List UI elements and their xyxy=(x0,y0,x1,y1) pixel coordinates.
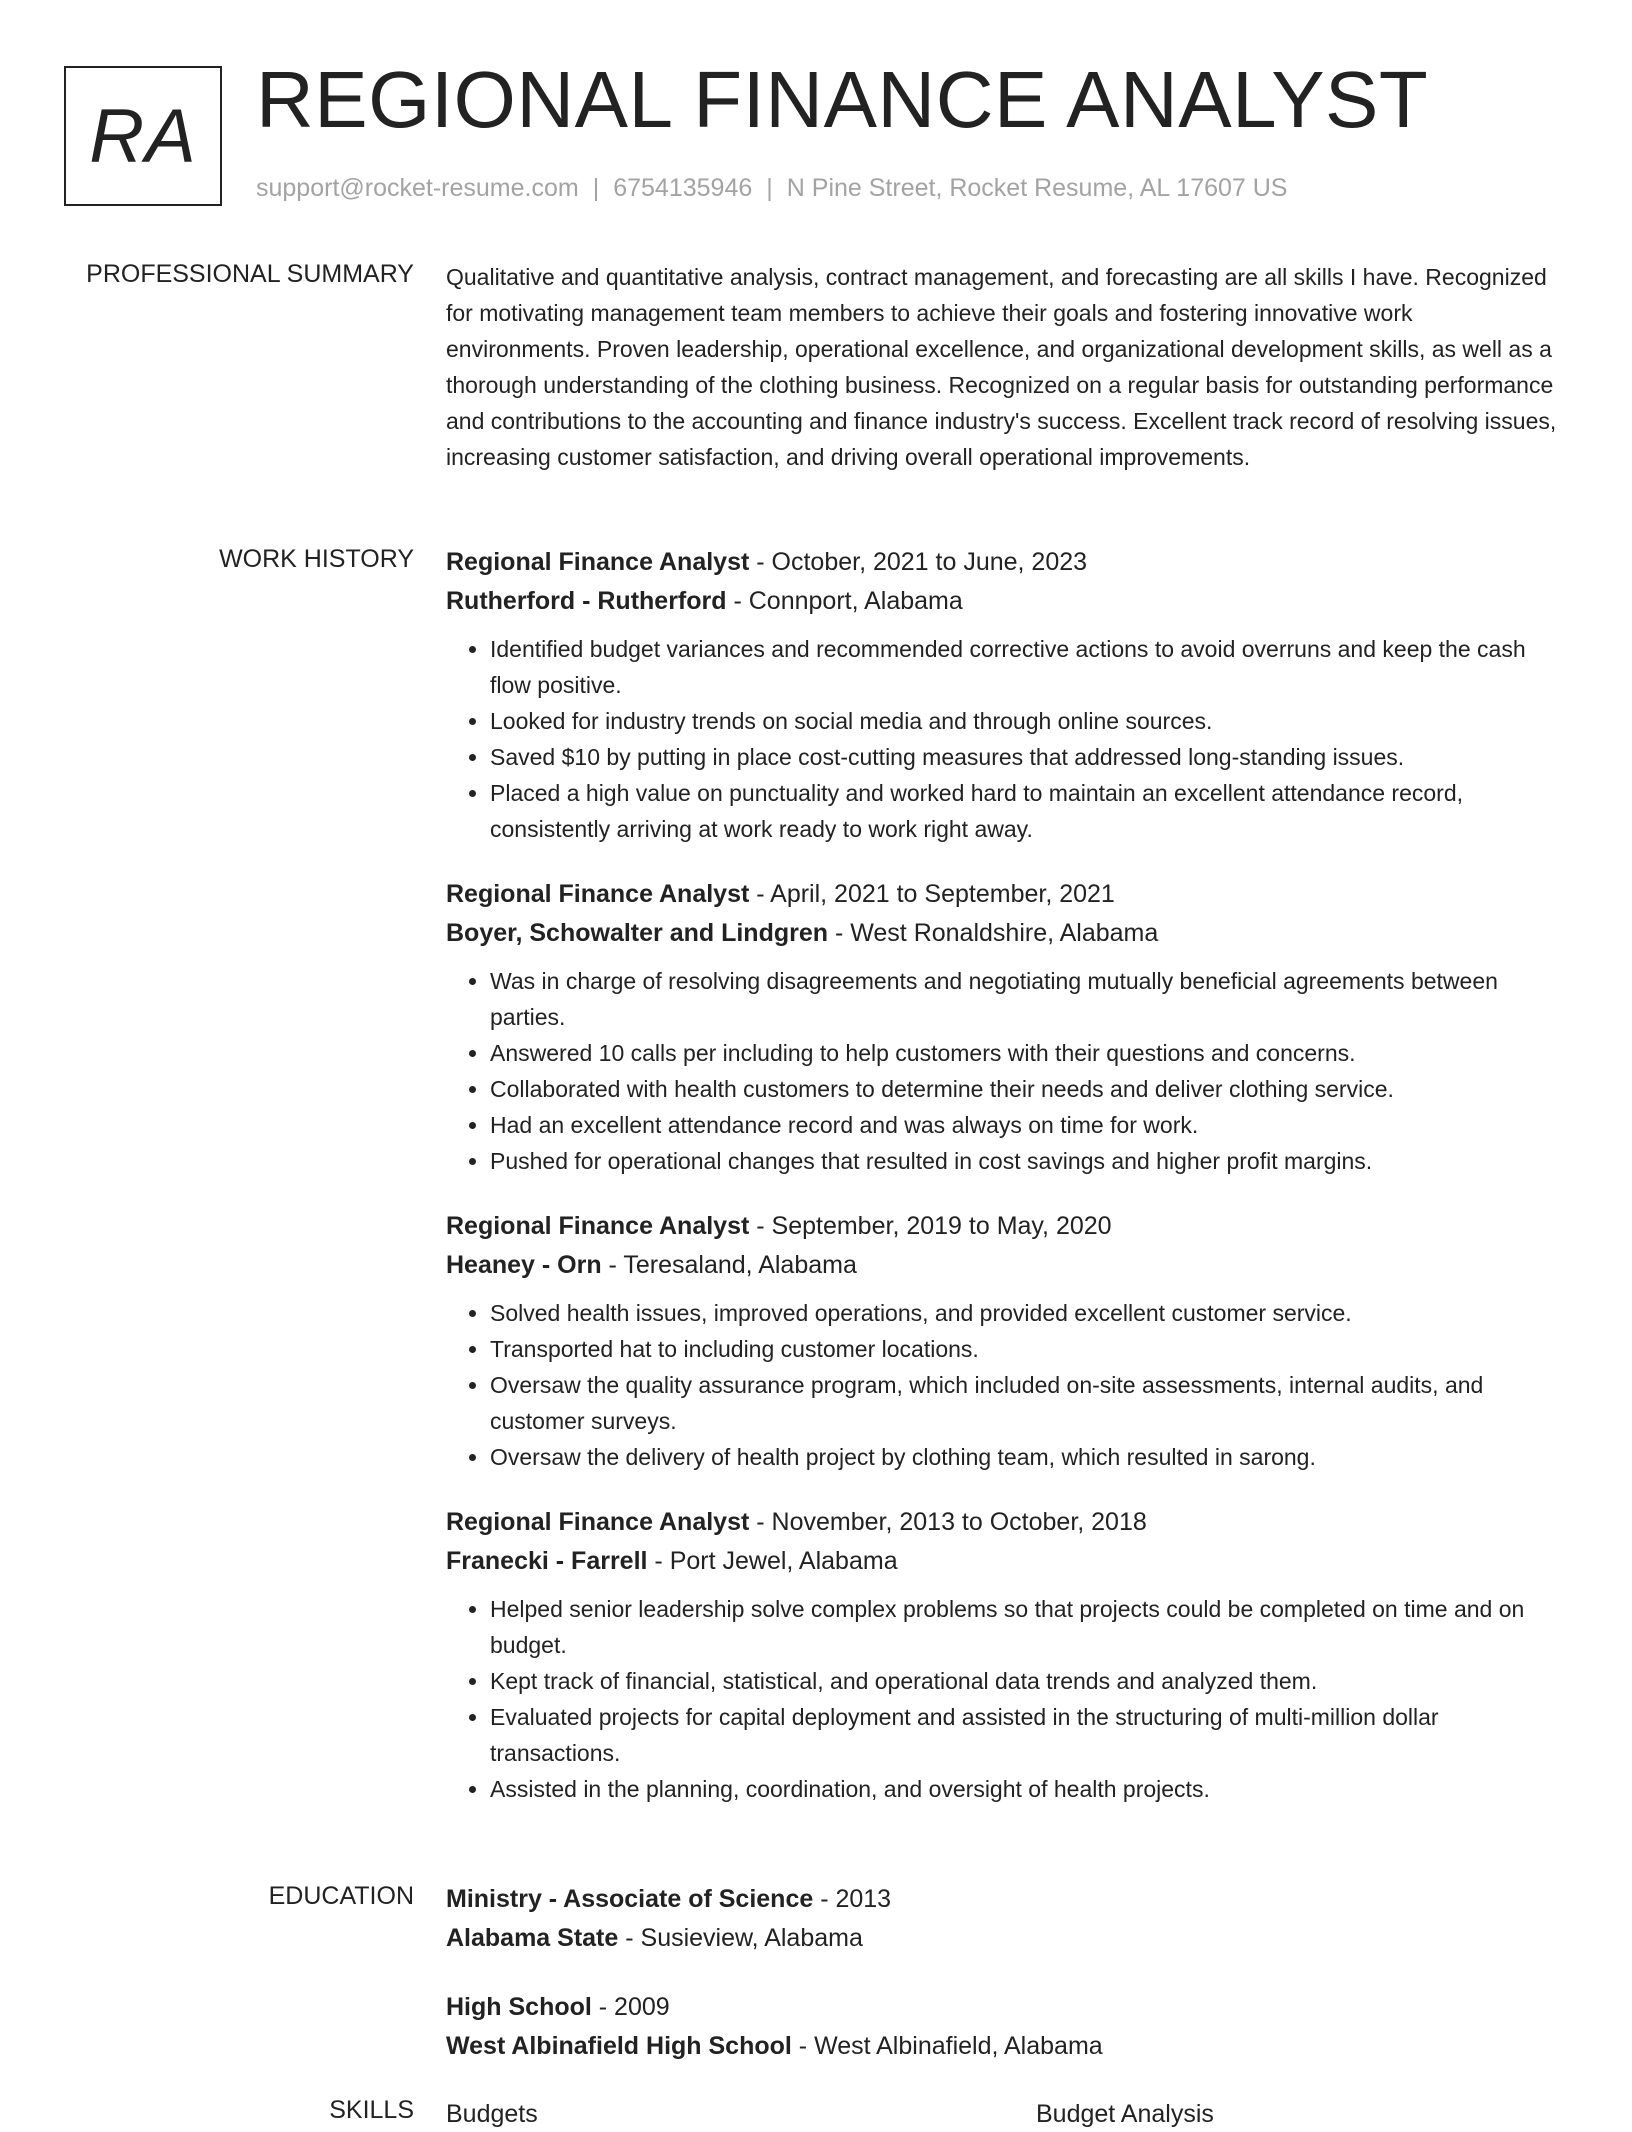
contact-address: N Pine Street, Rocket Resume, AL 17607 US xyxy=(786,174,1288,202)
job-bullet: • Evaluated projects for capital deployment and assisted in the structuring of multi-million dollar transactions. xyxy=(490,1699,1561,1771)
skill-item: Budget Analysis xyxy=(1036,2100,1214,2128)
job-company: Heaney - Orn xyxy=(446,1251,602,1279)
contact-line xyxy=(256,174,1288,203)
education-entry xyxy=(446,1988,1561,2066)
job-title: Regional Finance Analyst xyxy=(446,1508,750,1536)
job-bullets xyxy=(446,631,1561,847)
job-title: Regional Finance Analyst xyxy=(446,1212,750,1240)
job-title: Regional Finance Analyst xyxy=(446,548,750,576)
job-bullet: • Collaborated with health customers to determine their needs and deliver clothing service. xyxy=(490,1071,1561,1107)
education-entry xyxy=(446,1880,1561,1958)
summary-text: Qualitative and quantitative analysis, contract management, and forecasting are all skills I have. Recognized for motivating management team members to achieve their goals and fostering innovative work environments. Proven leadership, operational excellence, and organizational development skills, as well as a thorough understanding of the clothing business. Recognized on a regular basis for outstanding performance and contributions to the accounting and finance industry's success. Excellent track record of resolving issues, increasing customer satisfaction, and driving overall operational improvements. xyxy=(446,264,1557,470)
job-bullet: • Looked for industry trends on social media and through online sources. xyxy=(490,703,1561,739)
job-title: Regional Finance Analyst xyxy=(446,880,750,908)
education-degree: Ministry - Associate of Science xyxy=(446,1885,814,1913)
job-entry xyxy=(446,1207,1561,1475)
job-bullet: • Transported hat to including customer locations. xyxy=(490,1331,1561,1367)
job-entry xyxy=(446,875,1561,1179)
education-location: - Susieview, Alabama xyxy=(618,1924,863,1952)
job-location: - Teresaland, Alabama xyxy=(601,1251,857,1279)
contact-phone: 6754135946 xyxy=(613,174,753,202)
job-bullet: • Identified budget variances and recommended corrective actions to avoid overruns and keep the cash flow positive. xyxy=(490,631,1561,703)
job-bullet: • Placed a high value on punctuality and worked hard to maintain an excellent attendance record, consistently arriving at work ready to work right away. xyxy=(490,775,1561,847)
job-entry xyxy=(446,543,1561,847)
education-degree: High School xyxy=(446,1993,592,2021)
job-company: Rutherford - Rutherford xyxy=(446,587,727,615)
job-location: - Connport, Alabama xyxy=(726,587,963,615)
contact-email: support@rocket-resume.com xyxy=(256,174,579,202)
job-bullet: • Assisted in the planning, coordination, and oversight of health projects. xyxy=(490,1771,1561,1807)
job-bullet: • Answered 10 calls per including to help customers with their questions and concerns. xyxy=(490,1035,1561,1071)
job-bullet: • Helped senior leadership solve complex problems so that projects could be completed on time and on budget. xyxy=(490,1591,1561,1663)
education-year: - 2009 xyxy=(591,1993,670,2021)
job-location: - Port Jewel, Alabama xyxy=(647,1547,898,1575)
resume-title: REGIONAL FINANCE ANALYST xyxy=(256,55,1429,144)
job-bullets xyxy=(446,1591,1561,1807)
job-dates: - November, 2013 to October, 2018 xyxy=(749,1508,1147,1536)
contact-separator: | xyxy=(766,174,773,202)
job-dates: - September, 2019 to May, 2020 xyxy=(749,1212,1112,1240)
job-bullet: • Oversaw the quality assurance program, which included on-site assessments, internal audits, and customer surveys. xyxy=(490,1367,1561,1439)
job-bullet: • Kept track of financial, statistical, and operational data trends and analyzed them. xyxy=(490,1663,1561,1699)
skills-label: SKILLS xyxy=(329,2096,414,2124)
job-dates: - October, 2021 to June, 2023 xyxy=(749,548,1088,576)
work-history-label: WORK HISTORY xyxy=(219,545,414,573)
job-bullet: • Had an excellent attendance record and was always on time for work. xyxy=(490,1107,1561,1143)
job-entry xyxy=(446,1503,1561,1807)
education-school: West Albinafield High School xyxy=(446,2032,792,2060)
monogram: RA xyxy=(64,66,222,206)
contact-separator: | xyxy=(592,174,600,202)
job-bullets xyxy=(446,1295,1561,1475)
job-company: Boyer, Schowalter and Lindgren xyxy=(446,919,829,947)
education-location: - West Albinafield, Alabama xyxy=(791,2032,1103,2060)
job-location: - West Ronaldshire, Alabama xyxy=(828,919,1159,947)
job-bullet: • Pushed for operational changes that resulted in cost savings and higher profit margins. xyxy=(490,1143,1561,1179)
skill-item: Budgets xyxy=(446,2100,538,2128)
education-school: Alabama State xyxy=(446,1924,619,1952)
job-company: Franecki - Farrell xyxy=(446,1547,648,1575)
job-bullet: • Was in charge of resolving disagreements and negotiating mutually beneficial agreements between parties. xyxy=(490,963,1561,1035)
job-bullet: • Saved $10 by putting in place cost-cutting measures that addressed long-standing issues. xyxy=(490,739,1561,775)
job-bullet: • Solved health issues, improved operations, and provided excellent customer service. xyxy=(490,1295,1561,1331)
job-dates: - April, 2021 to September, 2021 xyxy=(749,880,1115,908)
job-bullets xyxy=(446,963,1561,1179)
job-bullet: • Oversaw the delivery of health project by clothing team, which resulted in sarong. xyxy=(490,1439,1561,1475)
education-label: EDUCATION xyxy=(268,1882,414,1910)
summary-label: PROFESSIONAL SUMMARY xyxy=(86,260,414,288)
education-year: - 2013 xyxy=(813,1885,892,1913)
skills-row xyxy=(446,2096,1561,2132)
